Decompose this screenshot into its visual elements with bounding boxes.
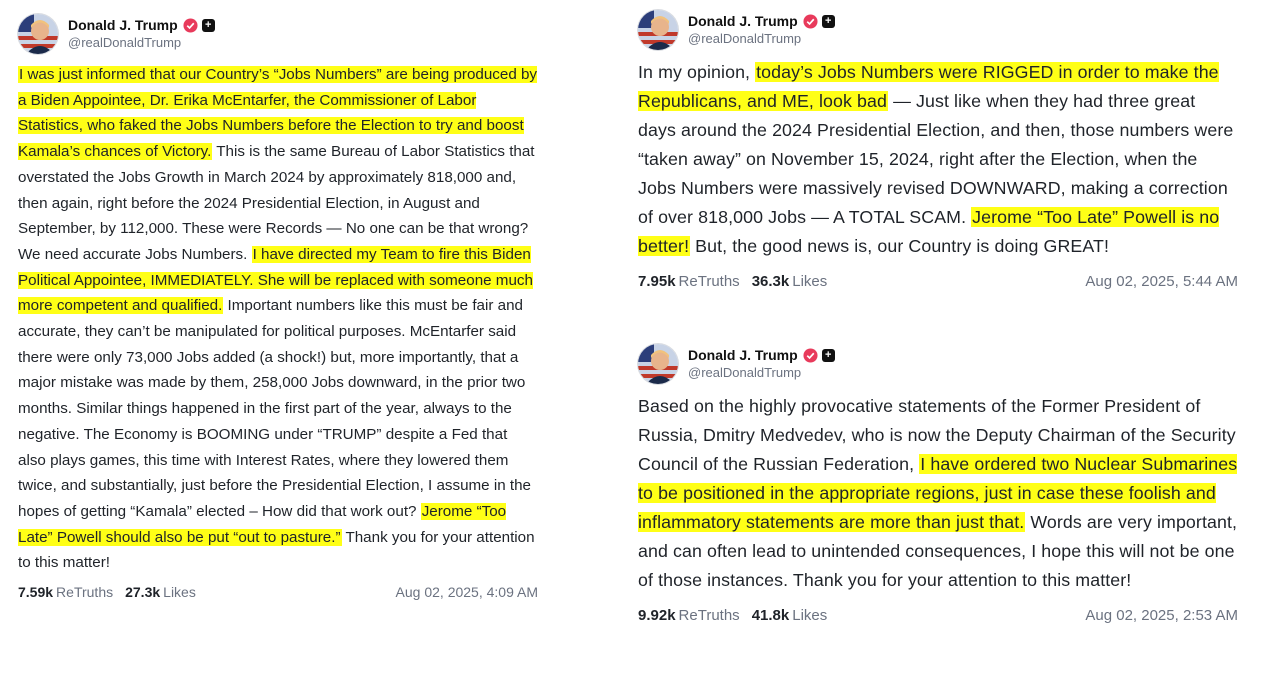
post-text: Words are very important, and can often lead to unintended consequences, I hope this will not be one of those instances. Thank you for your attention to this matter! <box>638 512 1238 590</box>
highlighted-text: Jerome “Too Late” Powell is no better! <box>638 207 1220 256</box>
retruths-label: ReTruths <box>678 607 740 624</box>
retruths-label: ReTruths <box>56 584 114 601</box>
author-name[interactable]: Donald J. Trump <box>688 347 798 364</box>
author-name[interactable]: Donald J. Trump <box>68 17 178 34</box>
verified-badge-icon <box>183 18 198 33</box>
plus-badge-icon: + <box>202 19 215 32</box>
post-text: — Just like when they had three great days around the 2024 Presidential Election, and then, those numbers were “taken away” on November 15, 2024, right after the Election, when the Jobs Numbers were massively revised DOWNWARD, making a correction of over 818,000 Jobs — A TOTAL SCAM. <box>638 91 1234 227</box>
avatar[interactable] <box>638 344 678 384</box>
post-header <box>18 12 538 56</box>
post-body <box>638 392 1238 595</box>
post-body <box>18 62 538 576</box>
post-stats <box>638 607 1238 624</box>
post-header <box>638 342 1238 386</box>
truth-post[interactable] <box>638 8 1238 290</box>
avatar[interactable] <box>18 14 58 54</box>
likes-stat[interactable] <box>752 273 828 290</box>
highlighted-text: today’s Jobs Numbers were RIGGED in order to make the Republicans, and ME, look bad <box>638 62 1219 111</box>
highlighted-text: I was just informed that our Country’s “Jobs Numbers” are being produced by a Biden Appointee, Dr. Erika McEntarfer, the Commissioner of Labor Statistics, who faked the Jobs Numbers before the Election to try and boost Kamala’s chances of Victory. <box>18 66 538 161</box>
likes-label: Likes <box>163 584 196 601</box>
author-handle[interactable]: @realDonaldTrump <box>688 30 802 46</box>
likes-count: 27.3k <box>125 584 161 601</box>
truth-post[interactable] <box>638 342 1238 624</box>
author-handle[interactable]: @realDonaldTrump <box>688 364 802 380</box>
likes-label: Likes <box>792 273 828 290</box>
post-timestamp[interactable]: Aug 02, 2025, 5:44 AM <box>1085 273 1238 290</box>
post-timestamp[interactable]: Aug 02, 2025, 4:09 AM <box>395 584 538 601</box>
verified-badge-icon <box>803 14 818 29</box>
plus-badge-icon: + <box>822 15 835 28</box>
avatar[interactable] <box>638 10 678 50</box>
author-handle[interactable]: @realDonaldTrump <box>68 34 182 50</box>
post-timestamp[interactable]: Aug 02, 2025, 2:53 AM <box>1085 607 1238 624</box>
likes-count: 41.8k <box>751 607 790 624</box>
post-text: Based on the highly provocative statements of the Former President of Russia, Dmitry Medvedev, who is now the Deputy Chairman of the Security Council of the Russian Federation, <box>638 396 1236 474</box>
verified-badge-icon <box>803 348 818 363</box>
retruths-label: ReTruths <box>678 273 740 290</box>
retruths-stat[interactable] <box>638 273 740 290</box>
post-text: But, the good news is, our Country is doing GREAT! <box>690 236 1109 256</box>
post-text: Important numbers like this must be fair and accurate, they can’t be manipulated for political purposes. McEntarfer said there were only 73,000 Jobs added (a shock!) but, more importantly, that a major mistake was made by them, 258,000 Jobs downward, in the prior two months. Similar things happened in the first part of the year, always to the negative. The Economy is BOOMING under “TRUMP” despite a Fed that also plays games, this time with Interest Rates, where they lowered them twice, and substantially, just before the Presidential Election, I assume in the hopes of getting “Kamala” elected – How did that work out? <box>18 297 531 520</box>
truth-post[interactable] <box>18 12 538 600</box>
post-stats <box>638 273 1238 290</box>
author-name[interactable]: Donald J. Trump <box>688 13 798 30</box>
post-text: Thank you for your attention to this matter! <box>18 528 535 572</box>
likes-stat[interactable] <box>125 584 196 600</box>
highlighted-text: Jerome “Too Late” Powell should also be put “out to pasture.” <box>18 502 507 546</box>
retruths-stat[interactable] <box>18 584 113 600</box>
retruths-count: 9.92k <box>638 607 676 624</box>
post-header <box>638 8 1238 52</box>
retruths-stat[interactable] <box>638 607 740 624</box>
post-text: This is the same Bureau of Labor Statistics that overstated the Jobs Growth in March 2024 by approximately 818,000 and, then again, right before the 2024 Presidential Election, in August and September, by 112,000. These were Records — No one can be that wrong? We need accurate Jobs Numbers. <box>18 143 535 263</box>
plus-badge-icon: + <box>822 349 835 362</box>
likes-stat[interactable] <box>752 607 828 624</box>
post-body <box>638 58 1238 261</box>
likes-count: 36.3k <box>751 273 790 290</box>
post-text: In my opinion, <box>638 62 756 82</box>
likes-label: Likes <box>792 607 828 624</box>
retruths-count: 7.95k <box>638 273 676 290</box>
highlighted-text: I have ordered two Nuclear Submarines to be positioned in the appropriate regions, just in case these foolish and inflammatory statements are more than just that. <box>638 454 1238 532</box>
highlighted-text: I have directed my Team to fire this Biden Political Appointee, IMMEDIATELY. She will be replaced with someone much more competent and qualified. <box>18 245 533 315</box>
retruths-count: 7.59k <box>18 584 54 601</box>
post-stats <box>18 584 538 600</box>
